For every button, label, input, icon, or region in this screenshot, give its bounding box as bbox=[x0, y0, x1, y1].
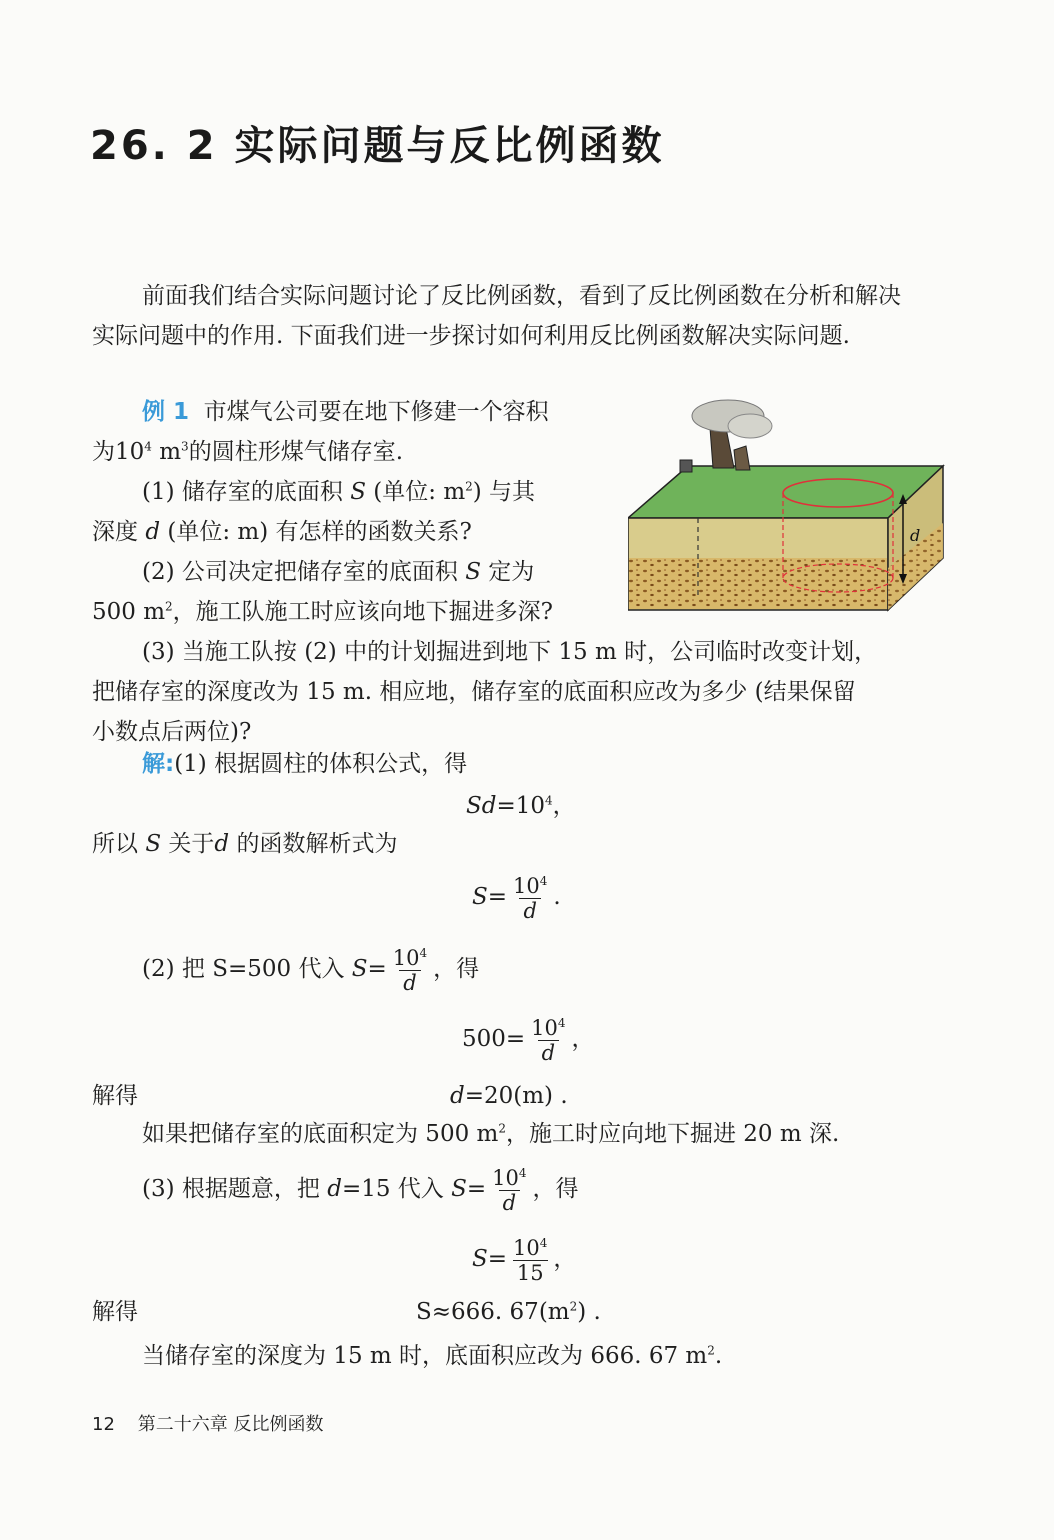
intro-line-2: 实际问题中的作用. 下面我们进一步探讨如何利用反比例函数解决实际问题. bbox=[92, 323, 850, 349]
question-1-line-2: 深度 d (单位: m) 有怎样的函数关系? bbox=[92, 519, 472, 545]
section-title: 26. 2 实际问题与反比例函数 bbox=[90, 123, 665, 169]
chapter-title: 第二十六章 反比例函数 bbox=[137, 1414, 324, 1435]
equation-d-result: d=20(m) . bbox=[450, 1083, 568, 1109]
question-1-line-1: (1) 储存室的底面积 S (单位: $m^2$) 与其 bbox=[142, 479, 536, 505]
page-footer bbox=[92, 1410, 324, 1436]
storage-illustration bbox=[628, 398, 948, 616]
equation-s-formula: S= $\frac{10^4}{d}$ . bbox=[472, 873, 561, 923]
depth-label: d bbox=[910, 526, 921, 545]
question-3-line-3: 小数点后两位)? bbox=[92, 719, 252, 745]
question-3-line-1: (3) 当施工队按 (2) 中的计划掘进到地下 15 m 时，公司临时改变计划， bbox=[142, 639, 878, 665]
solution-line-2: 所以 S 关于d 的函数解析式为 bbox=[92, 831, 398, 857]
gravel-layer bbox=[629, 558, 887, 609]
page-number: 12 bbox=[92, 1414, 115, 1435]
solve-label-1: 解得 bbox=[92, 1083, 138, 1109]
question-3-line-2: 把储存室的深度改为 15 m. 相应地，储存室的底面积应改为多少 (结果保留 bbox=[92, 679, 856, 705]
solution-label: 解: bbox=[142, 751, 175, 777]
equation-s-result: S≈666. $67(m^2)$ . bbox=[416, 1299, 601, 1325]
solution-step-3: (3) 根据题意，把 d=15 代入 S= $\frac{10^4}{d}$ ，得 bbox=[142, 1165, 579, 1215]
step-2-conclusion: 如果把储存室的底面积定为 500 $m^2$，施工时应向地下掘进 20 m 深. bbox=[142, 1121, 840, 1147]
solution-line-1: 解:(1) 根据圆柱的体积公式，得 bbox=[142, 751, 468, 777]
example-line-1: 例 1 市煤气公司要在地下修建一个容积 bbox=[142, 399, 549, 425]
intro-line-1: 前面我们结合实际问题讨论了反比例函数，看到了反比例函数在分析和解决 bbox=[142, 283, 901, 309]
equation-500: 500= $\frac{10^4}{d}$ ， bbox=[462, 1015, 595, 1065]
solve-label-2: 解得 bbox=[92, 1299, 138, 1325]
question-2-line-1: (2) 公司决定把储存室的底面积 S 定为 bbox=[142, 559, 535, 585]
example-line-2: 为$10^4$ $m^3$的圆柱形煤气储存室. bbox=[92, 439, 403, 465]
step-3-conclusion: 当储存室的深度为 15 m 时，底面积应改为 666. 67 $m^2$. bbox=[142, 1343, 723, 1369]
equation-s-15: S= $\frac{10^4}{15}$ ， bbox=[472, 1235, 577, 1285]
solution-step-2: (2) 把 S=500 代入 S= $\frac{10^4}{d}$ ，得 bbox=[142, 945, 480, 995]
example-label: 例 1 bbox=[142, 399, 190, 425]
equation-sd: $Sd=10^4$， bbox=[466, 793, 576, 819]
question-2-line-2: 500 $m^2$，施工队施工时应该向地下掘进多深? bbox=[92, 599, 554, 625]
